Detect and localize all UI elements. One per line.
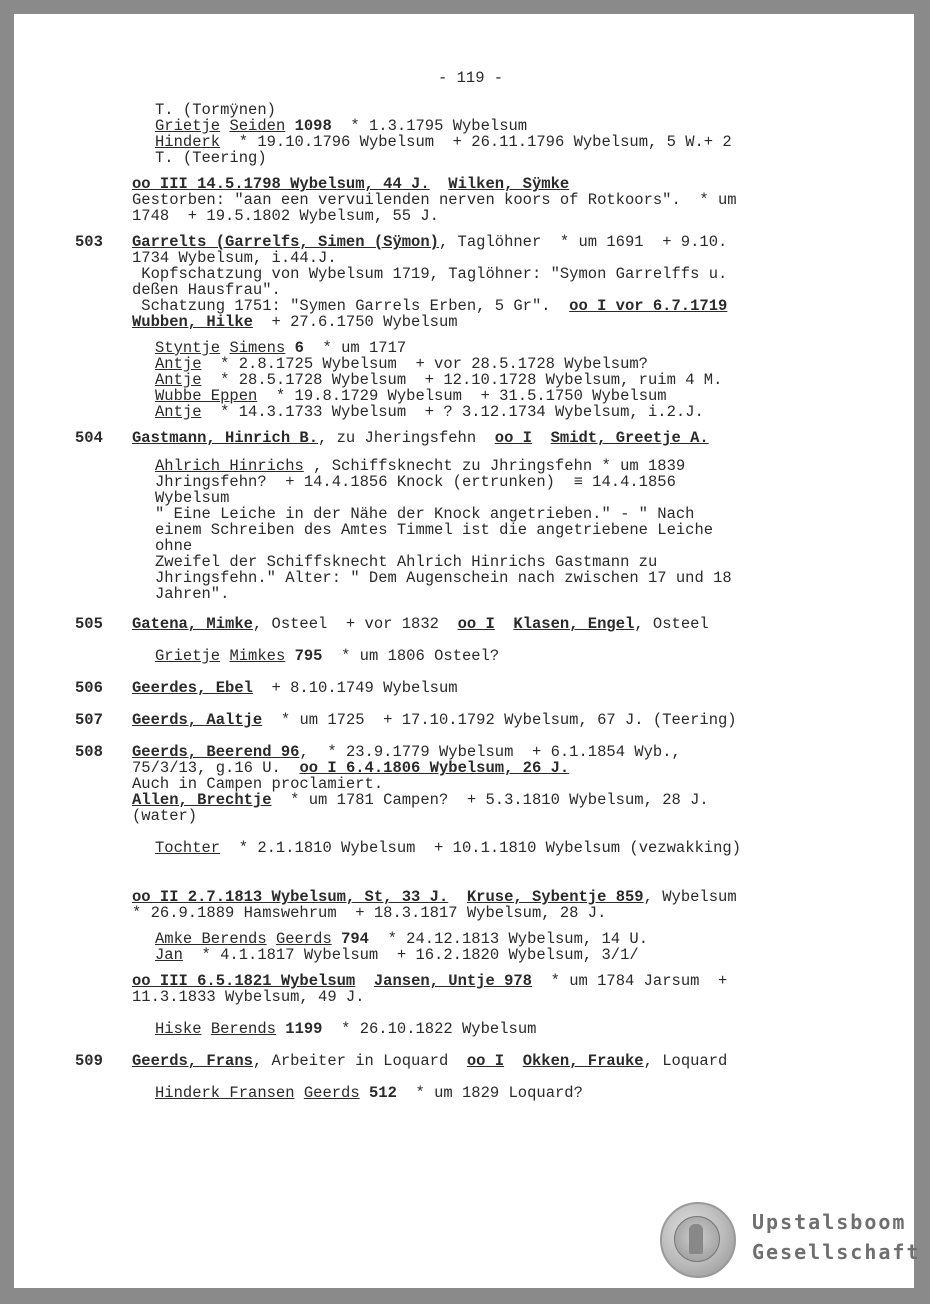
text-line bbox=[132, 266, 727, 282]
text-segment bbox=[276, 1020, 285, 1038]
text-line bbox=[132, 1053, 727, 1069]
text-segment: * um 1806 Osteel? bbox=[322, 647, 500, 665]
text-line bbox=[132, 889, 737, 905]
text-line bbox=[155, 522, 713, 538]
name-heading: Smidt, Greetje A. bbox=[550, 429, 709, 447]
given-name: Mimkes bbox=[229, 647, 286, 665]
name-heading: Allen, Brechtje bbox=[132, 791, 272, 809]
entry-number: 506 bbox=[75, 679, 103, 697]
reference-number: 795 bbox=[294, 647, 323, 665]
entry-number: 504 bbox=[75, 429, 103, 447]
text-segment: + 27.6.1750 Wybelsum bbox=[252, 313, 458, 331]
reference-number: 1098 bbox=[294, 117, 332, 135]
name-heading: Jansen, Untje 978 bbox=[373, 972, 532, 990]
given-name: Jan bbox=[155, 946, 183, 964]
text-segment: , Loquard bbox=[643, 1052, 728, 1070]
text-segment: * 26.10.1822 Wybelsum bbox=[322, 1020, 537, 1038]
name-heading: Wubben, Hilke bbox=[132, 313, 253, 331]
text-segment: Jhringsfehn? + 14.4.1856 Knock (ertrunken) ≡ 14.4.1856 bbox=[155, 473, 676, 491]
text-segment: , Osteel + vor 1832 bbox=[252, 615, 458, 633]
given-name: Antje bbox=[155, 371, 202, 389]
given-name: Amke Berends bbox=[155, 930, 267, 948]
seal-icon bbox=[660, 1202, 736, 1278]
given-name: Grietje bbox=[155, 647, 221, 665]
text-line bbox=[155, 648, 499, 664]
text-segment: * 24.12.1813 Wybelsum, 14 U. bbox=[368, 930, 649, 948]
name-heading: oo III 6.5.1821 Wybelsum bbox=[132, 972, 356, 990]
given-name: Geerds bbox=[303, 1084, 360, 1102]
name-heading: oo III 14.5.1798 Wybelsum, 44 J. bbox=[132, 175, 430, 193]
name-heading: oo I bbox=[457, 615, 495, 633]
name-heading: Garrelts (Garrelfs, Simen (Sÿmon) bbox=[132, 233, 439, 251]
text-segment: Kopfschatzung von Wybelsum 1719, Taglöhner: "Symon Garrelffs u. bbox=[132, 265, 728, 283]
text-line bbox=[132, 616, 709, 632]
given-name: Tochter bbox=[155, 839, 221, 857]
text-line bbox=[155, 586, 229, 602]
reference-number: 512 bbox=[368, 1084, 397, 1102]
name-heading: Wilken, Sÿmke bbox=[448, 175, 570, 193]
publisher-name-line1: Upstalsboom bbox=[752, 1210, 907, 1234]
text-segment: 11.3.1833 Wybelsum, 49 J. bbox=[132, 988, 365, 1006]
text-segment: einem Schreiben des Amtes Timmel ist die angetriebene Leiche bbox=[155, 521, 714, 539]
name-heading: oo I bbox=[466, 1052, 505, 1070]
text-line bbox=[132, 792, 709, 808]
publisher-logo bbox=[660, 1202, 921, 1278]
name-heading: Geerds, Frans bbox=[132, 1052, 253, 1070]
text-line bbox=[155, 458, 685, 474]
name-heading: Klasen, Engel bbox=[513, 615, 635, 633]
text-line bbox=[155, 474, 676, 490]
name-heading: Kruse, Sybentje 859 bbox=[466, 888, 644, 906]
text-line bbox=[132, 744, 681, 760]
text-line bbox=[155, 340, 406, 356]
entry-number: 505 bbox=[75, 615, 103, 633]
text-line bbox=[132, 680, 458, 696]
text-segment: * um 1725 + 17.10.1792 Wybelsum, 67 J. (Teering) bbox=[262, 711, 737, 729]
text-line bbox=[132, 192, 737, 208]
text-line bbox=[132, 298, 727, 314]
text-line bbox=[155, 372, 722, 388]
name-heading: oo I vor 6.7.1719 bbox=[569, 297, 728, 315]
text-segment: * 26.9.1889 Hamswehrum + 18.3.1817 Wybelsum, 28 J. bbox=[132, 904, 607, 922]
name-heading: Gatena, Mimke bbox=[132, 615, 253, 633]
text-segment: Gestorben: "aan een vervuilenden nerven koors of Rotkoors". * um bbox=[132, 191, 737, 209]
entry-number: 503 bbox=[75, 233, 103, 251]
text-segment: , zu Jheringsfehn bbox=[318, 429, 495, 447]
given-name: Ahlrich Hinrichs bbox=[155, 457, 304, 475]
text-segment: * 1.3.1795 Wybelsum bbox=[331, 117, 528, 135]
text-segment bbox=[504, 1052, 523, 1070]
given-name: Berends bbox=[210, 1020, 276, 1038]
name-heading: Geerdes, Ebel bbox=[132, 679, 253, 697]
given-name: Seiden bbox=[229, 117, 286, 135]
text-line bbox=[132, 776, 383, 792]
name-heading: Geerds, Beerend 96 bbox=[132, 743, 300, 761]
given-name: Simens bbox=[229, 339, 286, 357]
text-line bbox=[155, 150, 267, 166]
text-segment: Jhringsfehn." Alter: " Dem Augenschein nach zwischen 17 und 18 bbox=[155, 569, 732, 587]
text-segment: Auch in Campen proclamiert. bbox=[132, 775, 384, 793]
text-segment: * 19.10.1796 Wybelsum + 26.11.1796 Wybelsum, 5 W.+ 2 bbox=[220, 133, 732, 151]
text-line bbox=[155, 947, 639, 963]
text-line bbox=[132, 250, 337, 266]
text-line bbox=[155, 931, 648, 947]
text-line bbox=[155, 840, 741, 856]
text-segment: 1748 + 19.5.1802 Wybelsum, 55 J. bbox=[132, 207, 439, 225]
text-segment bbox=[532, 429, 551, 447]
given-name: Hinderk Fransen bbox=[155, 1084, 295, 1102]
reference-number: 1199 bbox=[285, 1020, 323, 1038]
text-line bbox=[132, 430, 709, 446]
text-line bbox=[132, 176, 569, 192]
given-name: Hiske bbox=[155, 1020, 202, 1038]
text-segment: Zweifel der Schiffsknecht Ahlrich Hinrichs Gastmann zu bbox=[155, 553, 658, 571]
given-name: Geerds bbox=[275, 930, 332, 948]
document-page bbox=[14, 14, 921, 1288]
text-line bbox=[132, 314, 458, 330]
text-line bbox=[155, 554, 657, 570]
text-segment: , Schiffsknecht zu Jhringsfehn * um 1839 bbox=[303, 457, 686, 475]
text-segment: deßen Hausfrau". bbox=[132, 281, 281, 299]
text-line bbox=[132, 760, 569, 776]
text-line bbox=[132, 208, 439, 224]
reference-number: 6 bbox=[294, 339, 304, 357]
publisher-name-line2: Gesellschaft bbox=[752, 1240, 921, 1264]
text-line bbox=[155, 134, 732, 150]
text-segment: * um 1784 Jarsum + bbox=[532, 972, 728, 990]
reference-number: 794 bbox=[341, 930, 369, 948]
text-segment: * um 1717 bbox=[303, 339, 407, 357]
text-segment bbox=[202, 1020, 211, 1038]
given-name: Styntje bbox=[155, 339, 221, 357]
text-segment: + 8.10.1749 Wybelsum bbox=[252, 679, 458, 697]
text-line bbox=[155, 538, 192, 554]
text-line bbox=[155, 490, 229, 506]
text-line bbox=[155, 356, 648, 372]
text-segment: * 4.1.1817 Wybelsum + 16.2.1820 Wybelsum, 3/1/ bbox=[182, 946, 639, 964]
name-heading: Geerds, Aaltje bbox=[132, 711, 263, 729]
text-segment: , Osteel bbox=[634, 615, 709, 633]
text-segment: T. (Tormÿnen) bbox=[155, 101, 276, 119]
text-line bbox=[155, 404, 704, 420]
text-line bbox=[155, 1085, 583, 1101]
page-number: - 119 - bbox=[438, 69, 504, 87]
given-name: Hinderk bbox=[155, 133, 221, 151]
text-segment: , Arbeiter in Loquard bbox=[252, 1052, 467, 1070]
entry-number: 508 bbox=[75, 743, 103, 761]
text-segment: " Eine Leiche in der Nähe der Knock angetrieben." - " Nach bbox=[155, 505, 695, 523]
name-heading: oo I 6.4.1806 Wybelsum, 26 J. bbox=[299, 759, 570, 777]
text-segment: , Taglöhner * um 1691 + 9.10. bbox=[438, 233, 728, 251]
text-line bbox=[132, 808, 197, 824]
text-segment: * 28.5.1728 Wybelsum + 12.10.1728 Wybelsum, ruim 4 M. bbox=[201, 371, 723, 389]
text-segment: * 19.8.1729 Wybelsum + 31.5.1750 Wybelsum bbox=[257, 387, 667, 405]
name-heading: Okken, Frauke bbox=[522, 1052, 644, 1070]
text-segment: Schatzung 1751: "Symen Garrels Erben, 5 Gr". bbox=[132, 297, 570, 315]
text-line bbox=[155, 102, 276, 118]
text-line bbox=[132, 234, 727, 250]
text-line bbox=[155, 118, 527, 134]
text-line bbox=[132, 712, 737, 728]
text-segment bbox=[285, 647, 294, 665]
text-segment: * um 1781 Campen? + 5.3.1810 Wybelsum, 28 J. bbox=[271, 791, 709, 809]
text-segment: (water) bbox=[132, 807, 198, 825]
text-segment: * um 1829 Loquard? bbox=[396, 1084, 583, 1102]
text-segment: * 2.8.1725 Wybelsum + vor 28.5.1728 Wybelsum? bbox=[201, 355, 648, 373]
text-line bbox=[132, 973, 727, 989]
text-segment: Wybelsum bbox=[155, 489, 230, 507]
given-name: Wubbe Eppen bbox=[155, 387, 258, 405]
text-segment bbox=[495, 615, 514, 633]
text-segment bbox=[295, 1084, 304, 1102]
text-segment bbox=[360, 1084, 369, 1102]
entry-number: 507 bbox=[75, 711, 103, 729]
text-line bbox=[155, 506, 695, 522]
text-segment: T. (Teering) bbox=[155, 149, 267, 167]
text-line bbox=[155, 388, 667, 404]
entry-number: 509 bbox=[75, 1052, 103, 1070]
name-heading: oo II 2.7.1813 Wybelsum, St, 33 J. bbox=[132, 888, 449, 906]
text-segment: * 2.1.1810 Wybelsum + 10.1.1810 Wybelsum (vezwakking) bbox=[220, 839, 742, 857]
name-heading: Gastmann, Hinrich B. bbox=[132, 429, 319, 447]
text-segment: * 14.3.1733 Wybelsum + ? 3.12.1734 Wybelsum, i.2.J. bbox=[201, 403, 704, 421]
text-segment: 1734 Wybelsum, i.44.J. bbox=[132, 249, 337, 267]
text-line bbox=[132, 905, 606, 921]
text-segment: 75/3/13, g.16 U. bbox=[132, 759, 300, 777]
text-segment: ohne bbox=[155, 537, 193, 555]
given-name: Grietje bbox=[155, 117, 221, 135]
name-heading: oo I bbox=[494, 429, 532, 447]
given-name: Antje bbox=[155, 355, 202, 373]
text-line bbox=[132, 989, 365, 1005]
text-segment: Jahren". bbox=[155, 585, 230, 603]
text-segment: , * 23.9.1779 Wybelsum + 6.1.1854 Wyb., bbox=[299, 743, 681, 761]
text-line bbox=[132, 282, 281, 298]
text-segment: , Wybelsum bbox=[643, 888, 737, 906]
given-name: Antje bbox=[155, 403, 202, 421]
text-line bbox=[155, 570, 732, 586]
text-line bbox=[155, 1021, 536, 1037]
